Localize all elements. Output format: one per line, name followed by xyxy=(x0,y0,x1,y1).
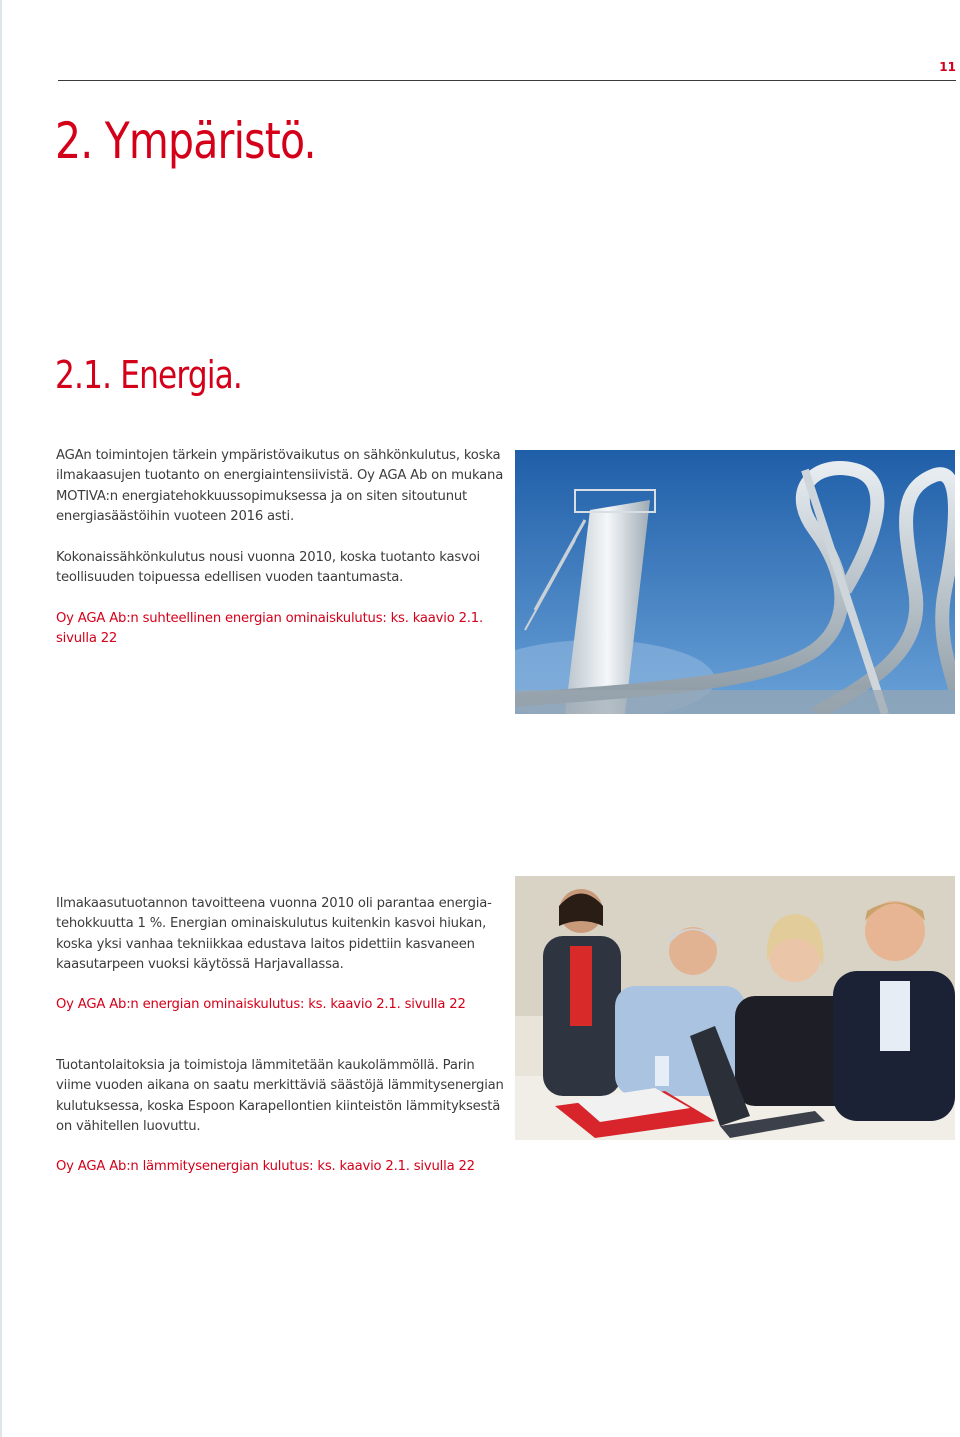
chart-reference-3: Oy AGA Ab:n lämmitysenergian kulutus: ks. kaavio 2.1. sivulla 22 xyxy=(56,1159,475,1174)
page-number: 11 xyxy=(939,60,956,74)
page-edge-line xyxy=(0,0,2,1437)
chart-reference-1: Oy AGA Ab:n suhteellinen energian ominaiskulutus: ks. kaavio 2.1. sivulla 22 xyxy=(56,611,483,647)
paragraph-heating: Tuotantolaitoksia ja toimistoja lämmitetään kaukolämmöllä. Parin viime vuoden aikana on saatu merkittäviä säästöjä lämmitysenergian kulutuksessa, koska Espoon Karapellontien kiinteistön lämmityksestä on vähitellen luovuttu. xyxy=(56,1058,504,1134)
paragraph-electricity: Kokonaissähkönkulutus nousi vuonna 2010, koska tuotanto kasvoi teollisuuden toipuessa edellisen vuoden taantumasta. xyxy=(56,550,480,586)
meeting-photo xyxy=(515,876,955,1140)
chart-reference-2: Oy AGA Ab:n energian ominaiskulutus: ks. kaavio 2.1. sivulla 22 xyxy=(56,997,466,1012)
section-title: 2.1. Energia. xyxy=(55,353,243,397)
chapter-title: 2. Ympäristö. xyxy=(55,112,316,170)
paragraph-efficiency: Ilmakaasutuotannon tavoitteena vuonna 2010 oli parantaa energia-tehokkuutta 1 %. Energian ominaiskulutus kuitenkin kasvoi hiukan, koska yksi vanhaa tekniikkaa edustava laitos pidettiin kasvaneen kaasutarpeen vuoksi käytössä Harjavallassa. xyxy=(56,896,492,972)
industrial-plant-photo xyxy=(515,450,955,714)
paragraph-intro: AGAn toimintojen tärkein ympäristövaikutus on sähkönkulutus, koska ilmakaasujen tuotanto on energiaintensiivistä. Oy AGA Ab on mukana MOTIVA:n energiatehokkuussopimuksessa ja on siten sitoutunut energiasäästöihin vuoteen 2016 asti. xyxy=(56,448,504,524)
header-rule xyxy=(58,80,956,81)
